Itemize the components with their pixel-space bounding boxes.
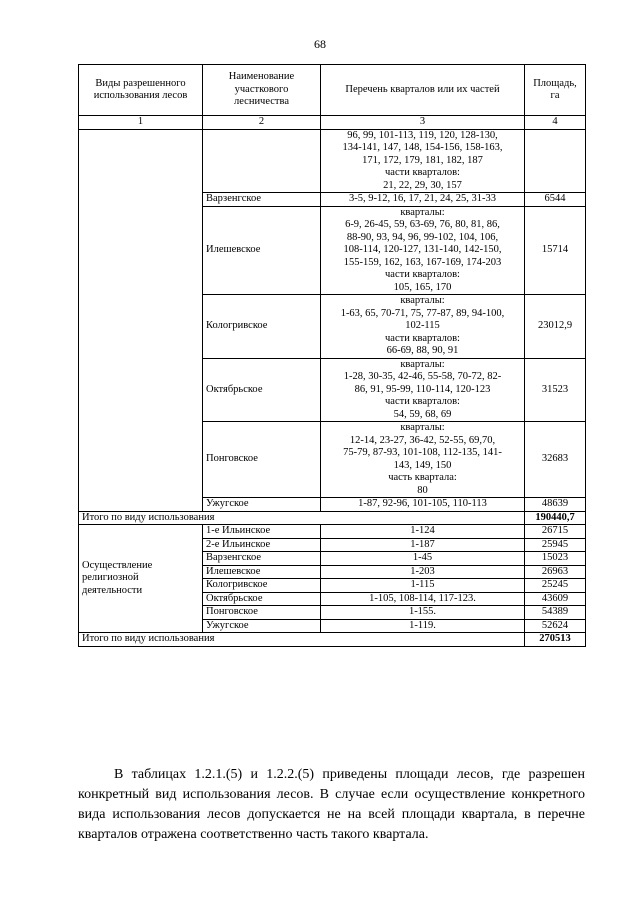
quarters-line: 1-28, 30-35, 42-46, 55-58, 70-72, 82- [343, 371, 502, 382]
column-number: 1 [79, 116, 203, 130]
forestry-name-cell: 2-е Ильинское [203, 538, 321, 552]
forestry-name-cell: Варзенгское [203, 552, 321, 566]
use-type-cell [79, 129, 203, 511]
quarters-cell: 1-115 [321, 579, 525, 593]
area-cell: 15023 [525, 552, 586, 566]
quarters-line: 21, 22, 29, 30, 157 [383, 179, 462, 191]
column-number: 3 [321, 116, 525, 130]
quarters-cell [321, 422, 525, 498]
quarters-line: 3-5, 9-12, 16, 17, 21, 24, 25, 31-33 [349, 193, 496, 204]
quarters-cell [321, 206, 525, 295]
quarters-line: часть квартала: [388, 472, 457, 483]
quarters-line: части кварталов: [385, 396, 460, 407]
forestry-name-cell: 1-е Ильинское [203, 525, 321, 539]
area-cell: 26963 [525, 565, 586, 579]
quarters-line: части кварталов: [385, 332, 460, 344]
table-row [79, 129, 586, 193]
quarters-line: кварталы: [400, 295, 445, 306]
area-cell: 32683 [525, 422, 586, 498]
area-cell: 52624 [525, 619, 586, 633]
header-area: Площадь, га [525, 65, 586, 116]
quarters-line: 12-14, 23-27, 36-42, 52-55, 69,70, [349, 434, 496, 446]
forestry-name-cell: Илешевское [203, 206, 321, 295]
quarters-line: 108-114, 120-127, 131-140, 142-150, [343, 244, 502, 255]
quarters-cell [321, 295, 525, 359]
forestry-name-cell: Понговское [203, 422, 321, 498]
forestry-name-cell: Ужугское [203, 619, 321, 633]
page-number: 68 [314, 37, 326, 51]
forestry-name-cell: Понговское [203, 606, 321, 620]
quarters-line: кварталы: [400, 422, 445, 433]
quarters-cell [321, 358, 525, 422]
quarters-cell: 1-119. [321, 619, 525, 633]
forestry-name-cell: Илешевское [203, 565, 321, 579]
total-label: Итого по виду использования [79, 633, 525, 647]
total-label: Итого по виду использования [79, 511, 525, 525]
quarters-cell: 1-203 [321, 565, 525, 579]
area-cell: 43609 [525, 592, 586, 606]
area-cell: 26715 [525, 525, 586, 539]
table-header-row [79, 65, 586, 116]
quarters-cell [321, 193, 525, 207]
quarters-line: 143, 149, 150 [393, 459, 452, 471]
area-cell: 23012,9 [525, 295, 586, 359]
quarters-line: 75-79, 87-93, 101-108, 112-135, 141- [343, 447, 502, 458]
area-cell: 48639 [525, 498, 586, 512]
quarters-line: части кварталов: [385, 269, 460, 280]
column-number: 2 [203, 116, 321, 130]
forestry-name-cell: Октябрьское [203, 592, 321, 606]
quarters-line: 102-115 [405, 320, 440, 331]
forestry-name-cell [203, 129, 321, 193]
quarters-cell: 1-155. [321, 606, 525, 620]
table-row [79, 525, 586, 539]
area-cell: 6544 [525, 193, 586, 207]
total-value: 190440,7 [525, 511, 586, 525]
area-cell [525, 129, 586, 193]
quarters-line: 88-90, 93, 94, 96, 99-102, 104, 106, [346, 231, 499, 243]
area-cell: 25945 [525, 538, 586, 552]
quarters-line: 1-87, 92-96, 101-105, 110-113 [358, 498, 487, 509]
total-row [79, 511, 586, 525]
column-number-row [79, 116, 586, 130]
quarters-line: части кварталов: [385, 167, 460, 178]
quarters-line: 96, 99, 101-113, 119, 120, 128-130, [347, 129, 498, 141]
quarters-cell: 1-187 [321, 538, 525, 552]
quarters-line: 134-141, 147, 148, 154-156, 158-163, [342, 142, 503, 153]
area-cell: 25245 [525, 579, 586, 593]
quarters-line: кварталы: [400, 206, 445, 218]
quarters-line: 155-159, 162, 163, 167-169, 174-203 [343, 256, 502, 268]
total-row [79, 633, 586, 647]
quarters-line: кварталы: [400, 358, 445, 370]
body-paragraph: В таблицах 1.2.1.(5) и 1.2.2.(5) приведены площади лесов, где разрешен конкретный вид использования лесов. В случае если осуществление конкретного вида использования лесов допускается не на всей площади квартала, в перечне кварталов отражена соответственно часть такого квартала. [78, 767, 585, 842]
quarters-line: 105, 165, 170 [393, 281, 452, 293]
quarters-line: 54, 59, 68, 69 [393, 408, 452, 420]
quarters-line: 1-63, 65, 70-71, 75, 77-87, 89, 94-100, [340, 307, 505, 319]
quarters-cell [321, 129, 525, 193]
quarters-cell: 1-45 [321, 552, 525, 566]
forestry-name-cell: Варзенгское [203, 193, 321, 207]
quarters-line: 66-69, 88, 90, 91 [386, 345, 459, 356]
forestry-name-cell: Ужугское [203, 498, 321, 512]
quarters-cell: 1-105, 108-114, 117-123. [321, 592, 525, 606]
quarters-line: 86, 91, 95-99, 110-114, 120-123 [354, 383, 491, 395]
forestry-name-cell: Кологривское [203, 295, 321, 359]
forestry-name-cell: Октябрьское [203, 358, 321, 422]
quarters-line: 80 [417, 484, 428, 496]
quarters-cell [321, 498, 525, 512]
forestry-name-cell: Кологривское [203, 579, 321, 593]
header-use-type: Виды разрешенного использования лесов [79, 65, 203, 116]
area-cell: 15714 [525, 206, 586, 295]
total-value: 270513 [525, 633, 586, 647]
quarters-line: 6-9, 26-45, 59, 63-69, 76, 80, 81, 86, [345, 219, 500, 230]
forest-use-table [78, 64, 586, 647]
quarters-line: 171, 172, 179, 181, 182, 187 [362, 154, 483, 166]
header-forestry: Наименование участкового лесничества [203, 65, 321, 116]
column-number: 4 [525, 116, 586, 130]
area-cell: 31523 [525, 358, 586, 422]
area-cell: 54389 [525, 606, 586, 620]
quarters-cell: 1-124 [321, 525, 525, 539]
use-type-cell: Осуществление религиозной деятельности [79, 525, 203, 633]
header-quarters: Перечень кварталов или их частей [321, 65, 525, 116]
